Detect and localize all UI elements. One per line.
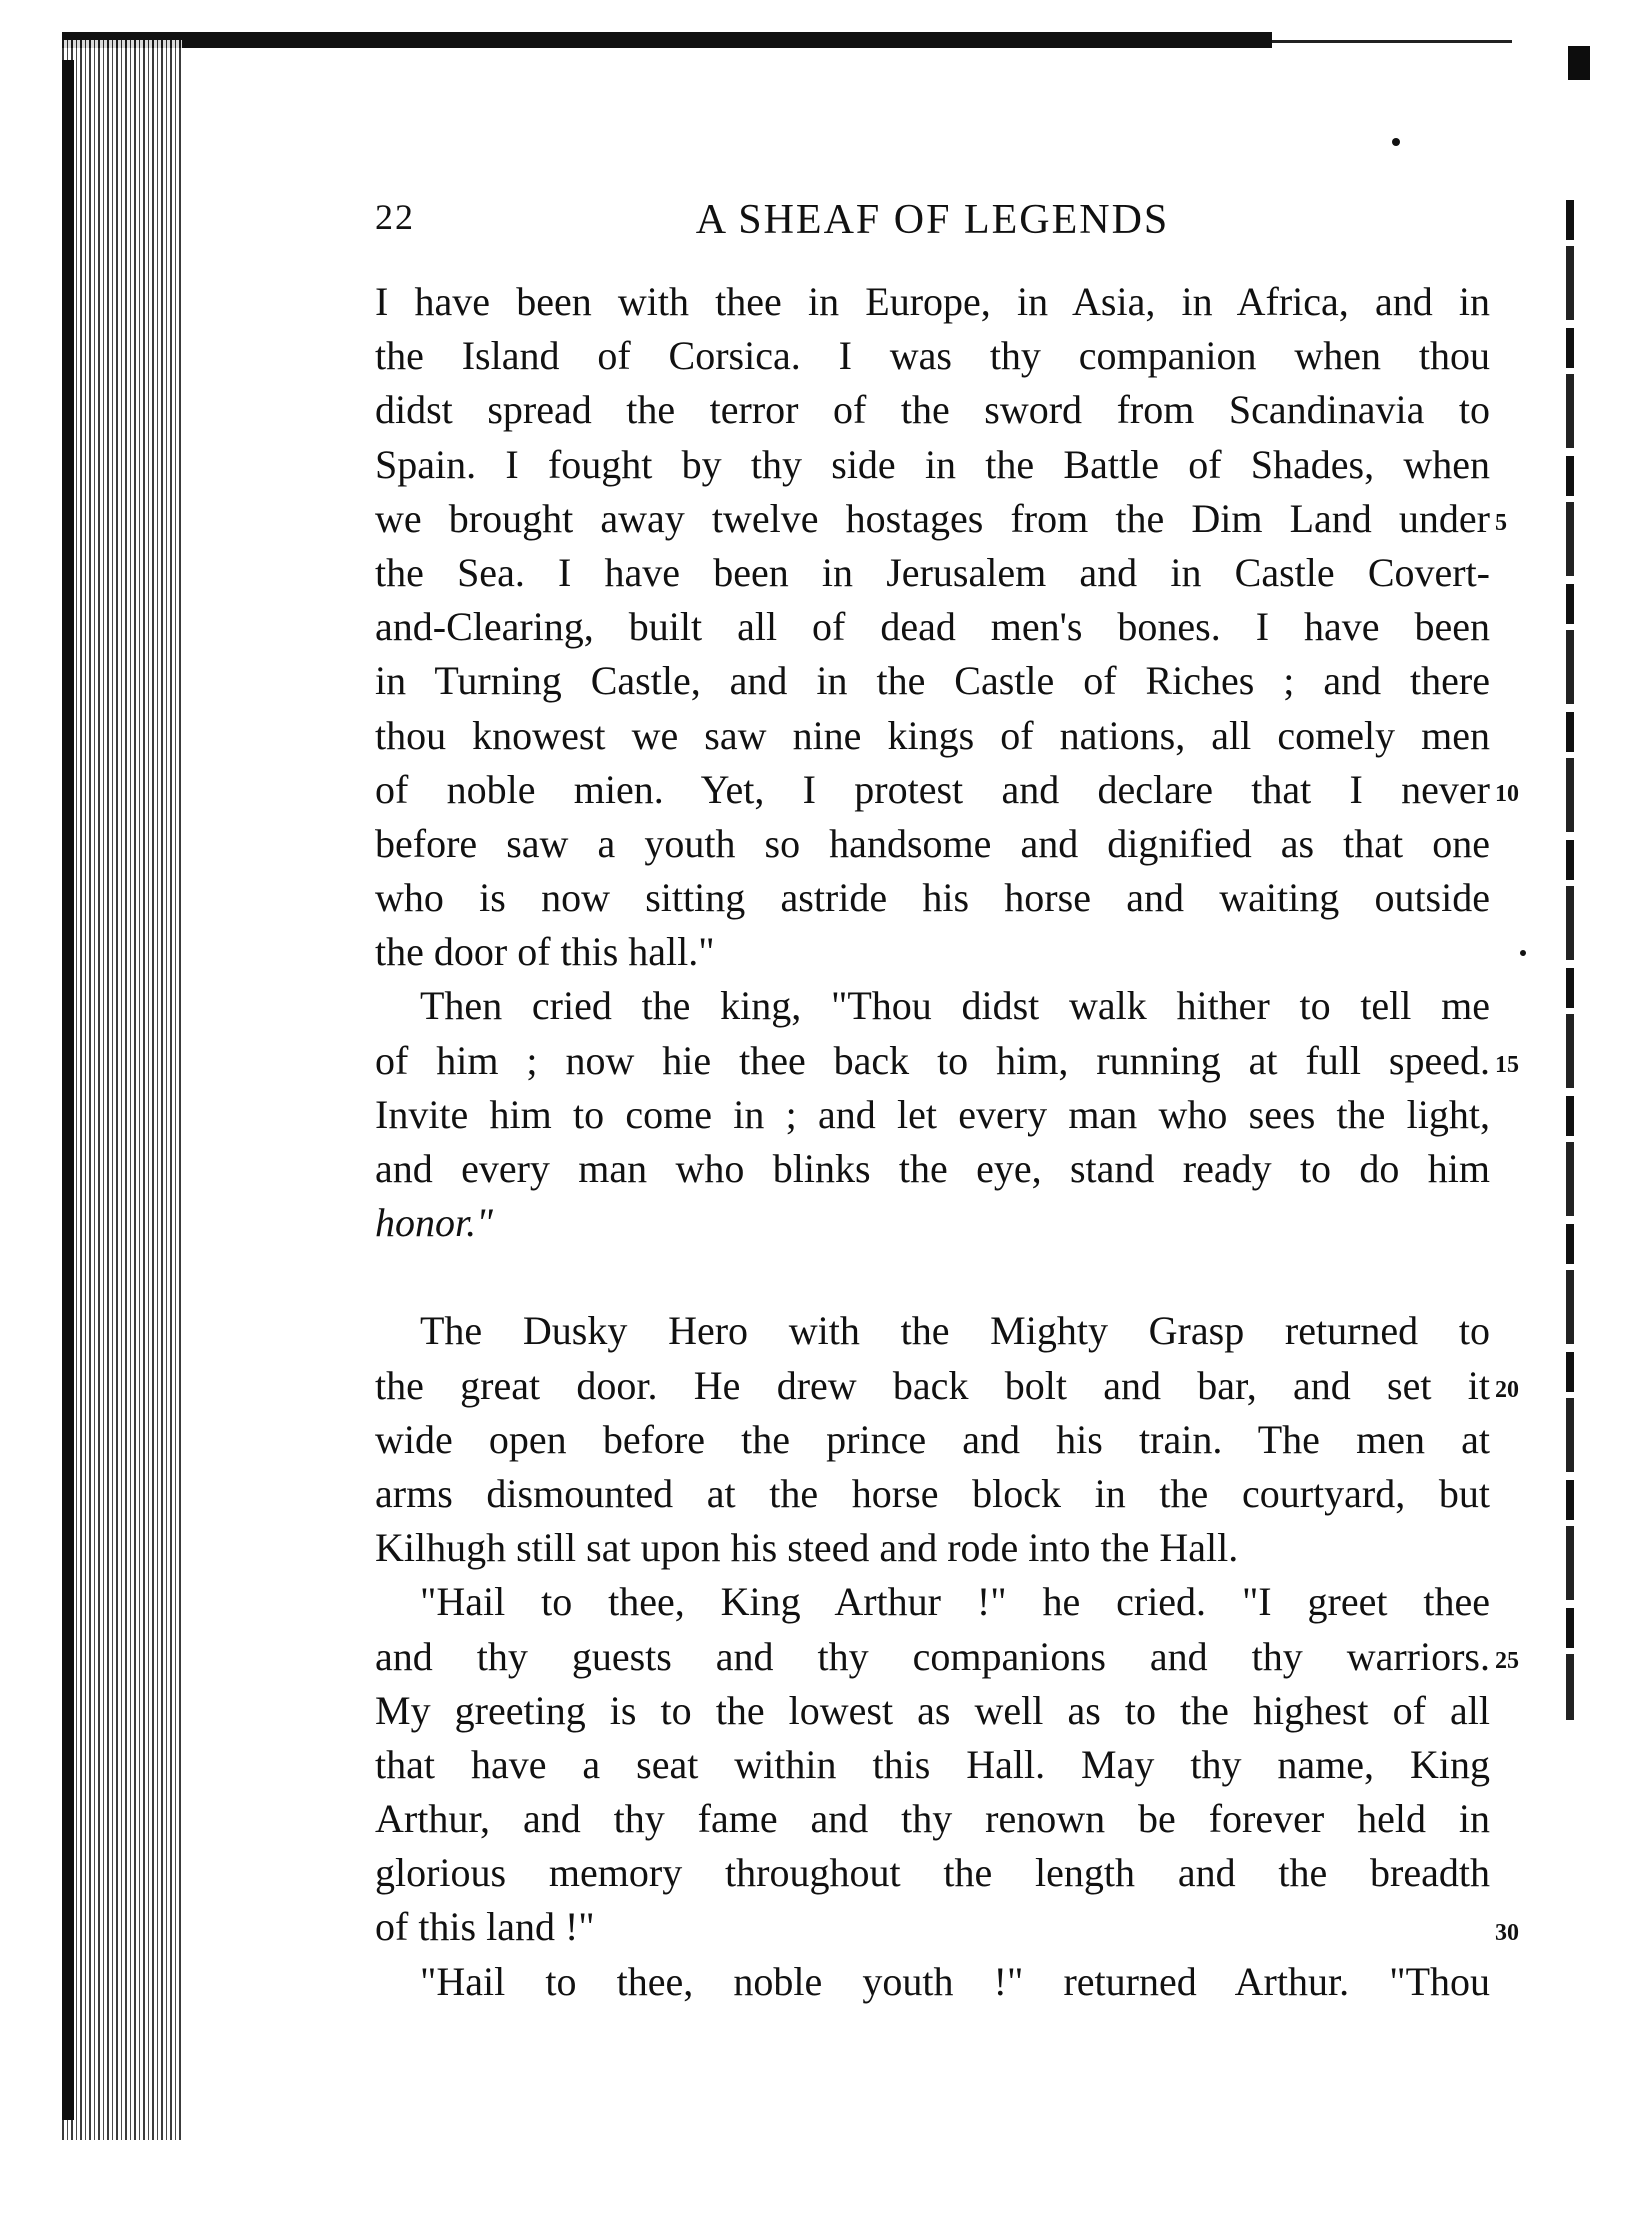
binding-gutter bbox=[62, 40, 182, 2140]
body-text bbox=[375, 275, 1519, 2009]
running-header bbox=[375, 196, 1490, 256]
text-line: thou knowest we saw nine kings of nations, all comely men bbox=[375, 712, 1490, 758]
text-line: and thy guests and thy companions and thy warriors. 25 bbox=[375, 1630, 1490, 1684]
text-line: "Hail to thee, King Arthur !" he cried. "I greet thee bbox=[420, 1579, 1490, 1625]
text-line: arms dismounted at the horse block in the courtyard, but bbox=[375, 1470, 1490, 1516]
scan-speck bbox=[1520, 950, 1526, 956]
text-line: Then cried the king, "Thou didst walk hither to tell me bbox=[420, 983, 1490, 1029]
text-line: My greeting is to the lowest as well as to the highest of all bbox=[375, 1687, 1490, 1733]
scan-top-edge-thin bbox=[1272, 40, 1512, 43]
text-line: and every man who blinks the eye, stand ready to do him bbox=[375, 1146, 1490, 1191]
text-line: "Hail to thee, noble youth !" returned Arthur. "Thou bbox=[420, 1958, 1490, 2004]
text-line: of this land !" 30 bbox=[375, 1900, 1490, 1954]
text-line: the Sea. I have been in Jerusalem and in Castle Covert- bbox=[375, 549, 1490, 595]
text-line: and-Clearing, built all of dead men's bones. I have been bbox=[375, 604, 1490, 650]
text-line: we brought away twelve hostages from the Dim Land under 5 bbox=[375, 492, 1490, 546]
text-line: the great door. He drew back bolt and bar, and set it 20 bbox=[375, 1359, 1490, 1413]
running-title: A SHEAF OF LEGENDS bbox=[695, 197, 1170, 243]
text-line: of him ; now hie thee back to him, running at full speed. 15 bbox=[375, 1034, 1490, 1088]
text-line: Invite him to come in ; and let every man who sees the light, bbox=[375, 1091, 1490, 1137]
text-line: who is now sitting astride his horse and waiting outside bbox=[375, 875, 1490, 921]
line-number: 30 bbox=[1495, 1920, 1519, 1947]
text-line: I have been with thee in Europe, in Asia, in Africa, and in bbox=[375, 279, 1490, 324]
page-right-edge bbox=[1566, 200, 1574, 1720]
text-line: the Island of Corsica. I was thy companion when thou bbox=[375, 333, 1490, 379]
text-line: didst spread the terror of the sword from Scandinavia to bbox=[375, 387, 1490, 433]
binding-gutter-edge bbox=[62, 60, 74, 2120]
text-line: of noble mien. Yet, I protest and declare that I never 10 bbox=[375, 763, 1490, 817]
text-line: the door of this hall." bbox=[375, 929, 715, 975]
text-line: The Dusky Hero with the Mighty Grasp returned to bbox=[420, 1308, 1490, 1354]
text-line: wide open before the prince and his train. The men at bbox=[375, 1416, 1490, 1462]
line-number: 15 bbox=[1495, 1051, 1519, 1078]
text-line: glorious memory throughout the length and the breadth bbox=[375, 1850, 1490, 1896]
text-line: before saw a youth so handsome and dignified as that one bbox=[375, 820, 1490, 866]
line-number: 20 bbox=[1495, 1376, 1519, 1403]
scan-speck bbox=[1392, 138, 1400, 146]
line-number: 10 bbox=[1495, 780, 1519, 807]
text-line: that have a seat within this Hall. May thy name, King bbox=[375, 1741, 1490, 1787]
scan-corner-mark bbox=[1568, 46, 1590, 80]
scan-top-edge bbox=[62, 32, 1272, 48]
text-line: Arthur, and thy fame and thy renown be forever held in bbox=[375, 1796, 1490, 1842]
text-line: honor." bbox=[375, 1200, 493, 1246]
page-number: 22 bbox=[375, 197, 415, 237]
text-line: Spain. I fought by thy side in the Battle of Shades, when bbox=[375, 441, 1490, 487]
text-line: Kilhugh still sat upon his steed and rode into the Hall. bbox=[375, 1525, 1239, 1571]
text-line: in Turning Castle, and in the Castle of Riches ; and there bbox=[375, 658, 1490, 704]
line-number: 25 bbox=[1495, 1647, 1519, 1674]
line-number: 5 bbox=[1495, 509, 1507, 536]
